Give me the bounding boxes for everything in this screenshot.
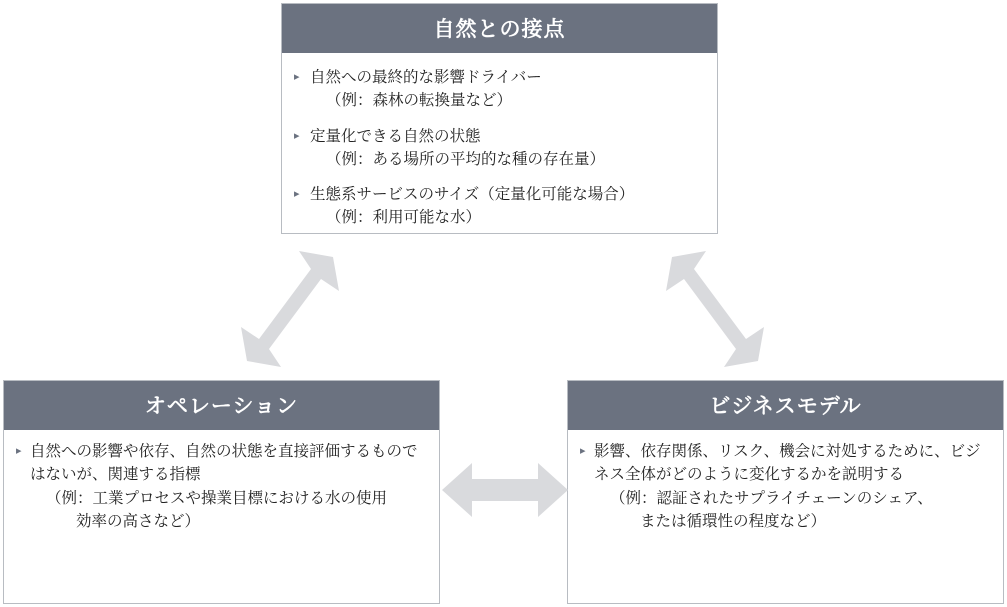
list-item (292, 183, 707, 230)
box-business-model (567, 380, 1004, 604)
bullet-sub-text: （例：ある場所の平均的な種の存在量） (326, 150, 606, 168)
bullet-sub-text: （例：工業プロセスや操業目標における水の使用 (46, 489, 388, 507)
box-operations (3, 380, 440, 604)
box-nature-interface (281, 3, 718, 234)
bullet-marker-icon: ▸ (294, 71, 300, 83)
bullet-marker-icon: ▸ (16, 445, 22, 457)
double-arrow-diagonal-right-icon (660, 243, 780, 373)
list-item (578, 440, 993, 533)
box-business-title: ビジネスモデル (568, 381, 1003, 430)
double-arrow-diagonal-left-icon (225, 243, 345, 373)
bullet-main-text: 定量化できる自然の状態 (310, 127, 481, 145)
bullet-marker-icon: ▸ (580, 445, 586, 457)
bullet-marker-icon: ▸ (294, 129, 300, 142)
box-business-body (568, 430, 1003, 541)
list-item (292, 66, 707, 113)
box-operations-body (4, 430, 439, 541)
bullet-sub-text: （例：利用可能な水） (326, 209, 482, 227)
bullet-main-text: 自然への最終的な影響ドライバー (310, 69, 542, 86)
bullet-list (292, 66, 707, 230)
bullet-sub-text-2: または循環性の程度など） (640, 512, 827, 530)
bullet-main-text: 生態系サービスのサイズ（定量化可能な場合） (310, 186, 635, 203)
bullet-main-text: 影響、依存関係、リスク、機会に対処するために、ビジネス全体がどのように変化するかを説明する (594, 443, 981, 484)
bullet-list (14, 440, 429, 533)
list-item (292, 125, 707, 172)
list-item (14, 440, 429, 533)
box-operations-title: オペレーション (4, 381, 439, 430)
double-arrow-horizontal-icon (440, 455, 570, 525)
bullet-sub-text: （例：森林の転換量など） (326, 92, 513, 110)
bullet-sub-text: （例：認証されたサプライチェーンのシェア、 (610, 489, 933, 507)
bullet-sub-text-2: 効率の高さなど） (76, 512, 201, 530)
bullet-marker-icon: ▸ (294, 188, 300, 200)
bullet-main-text: 自然への影響や依存、自然の状態を直接評価するものではないが、関連する指標 (30, 443, 418, 484)
bullet-list (578, 440, 993, 533)
box-nature-body (282, 53, 717, 250)
box-nature-title: 自然との接点 (282, 4, 717, 53)
